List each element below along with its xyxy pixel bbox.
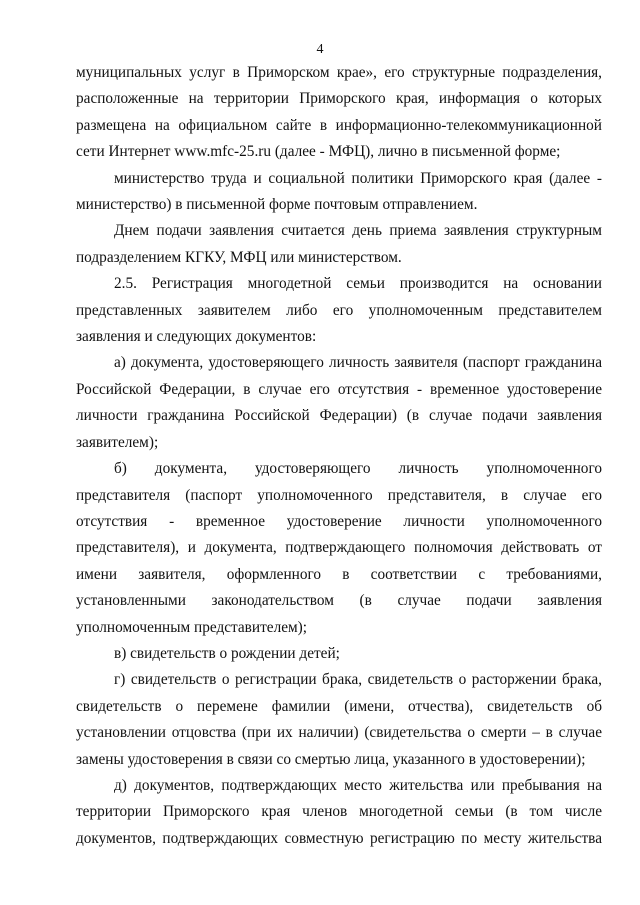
list-item-d: д) документов, подтверждающих место жительства или пребывания на территории Приморского края членов многодетной семьи (в том числе документов, подтверждающих совместную регистрацию по месту жительства xyxy=(76,776,602,847)
list-item-a: а) документа, удостоверяющего личность заявителя (паспорт гражданина Российской Федерации, в случае его отсутствия - временное удостоверение личности гражданина Российской Федерации) (в случае подачи заявления заявителем); xyxy=(76,354,602,451)
list-item-v: в) свидетельств о рождении детей; xyxy=(114,644,340,662)
paragraph-ministry: министерство труда и социальной политики Приморского края (далее - министерство) в письменной форме почтовым отправлением. xyxy=(76,169,602,214)
paragraph-section-2-5: 2.5. Регистрация многодетной семьи производится на основании представленных заявителем либо его уполномоченным представителем заявления и следующих документов: xyxy=(76,275,602,346)
list-item-b: б) документа, удостоверяющего личность уполномоченного представителя (паспорт уполномоченного представителя, в случае его отсутствия - временное удостоверение личности уполномоченного представителя), и документа, подтверждающего полномочия действовать от имени заявителя, оформленного в соответствии с требованиями, установленными законодательством (в случае подачи заявления уполномоченным представителем); xyxy=(76,460,602,636)
page-number: 4 xyxy=(316,42,324,57)
paragraph-submission-date: Днем подачи заявления считается день приема заявления структурным подразделением КГКУ, МФЦ или министерством. xyxy=(76,222,602,266)
paragraph-mfc-continuation: муниципальных услуг в Приморском крае», его структурные подразделения, расположенные на территории Приморского края, информация о которых размещена на официальном сайте в информационно-телекоммуникационной сети Интернет www.mfc-25.ru (далее - МФЦ), лично в письменной форме; xyxy=(76,64,602,161)
list-item-g: г) свидетельств о регистрации брака, свидетельств о расторжении брака, свидетельств о перемене фамилии (имени, отчества), свидетельств об установлении отцовства (при их наличии) (свидетельства о смерти – в случае замены удостоверения в связи со смертью лица, указанного в удостоверении); xyxy=(76,671,602,768)
document-body xyxy=(76,60,602,852)
